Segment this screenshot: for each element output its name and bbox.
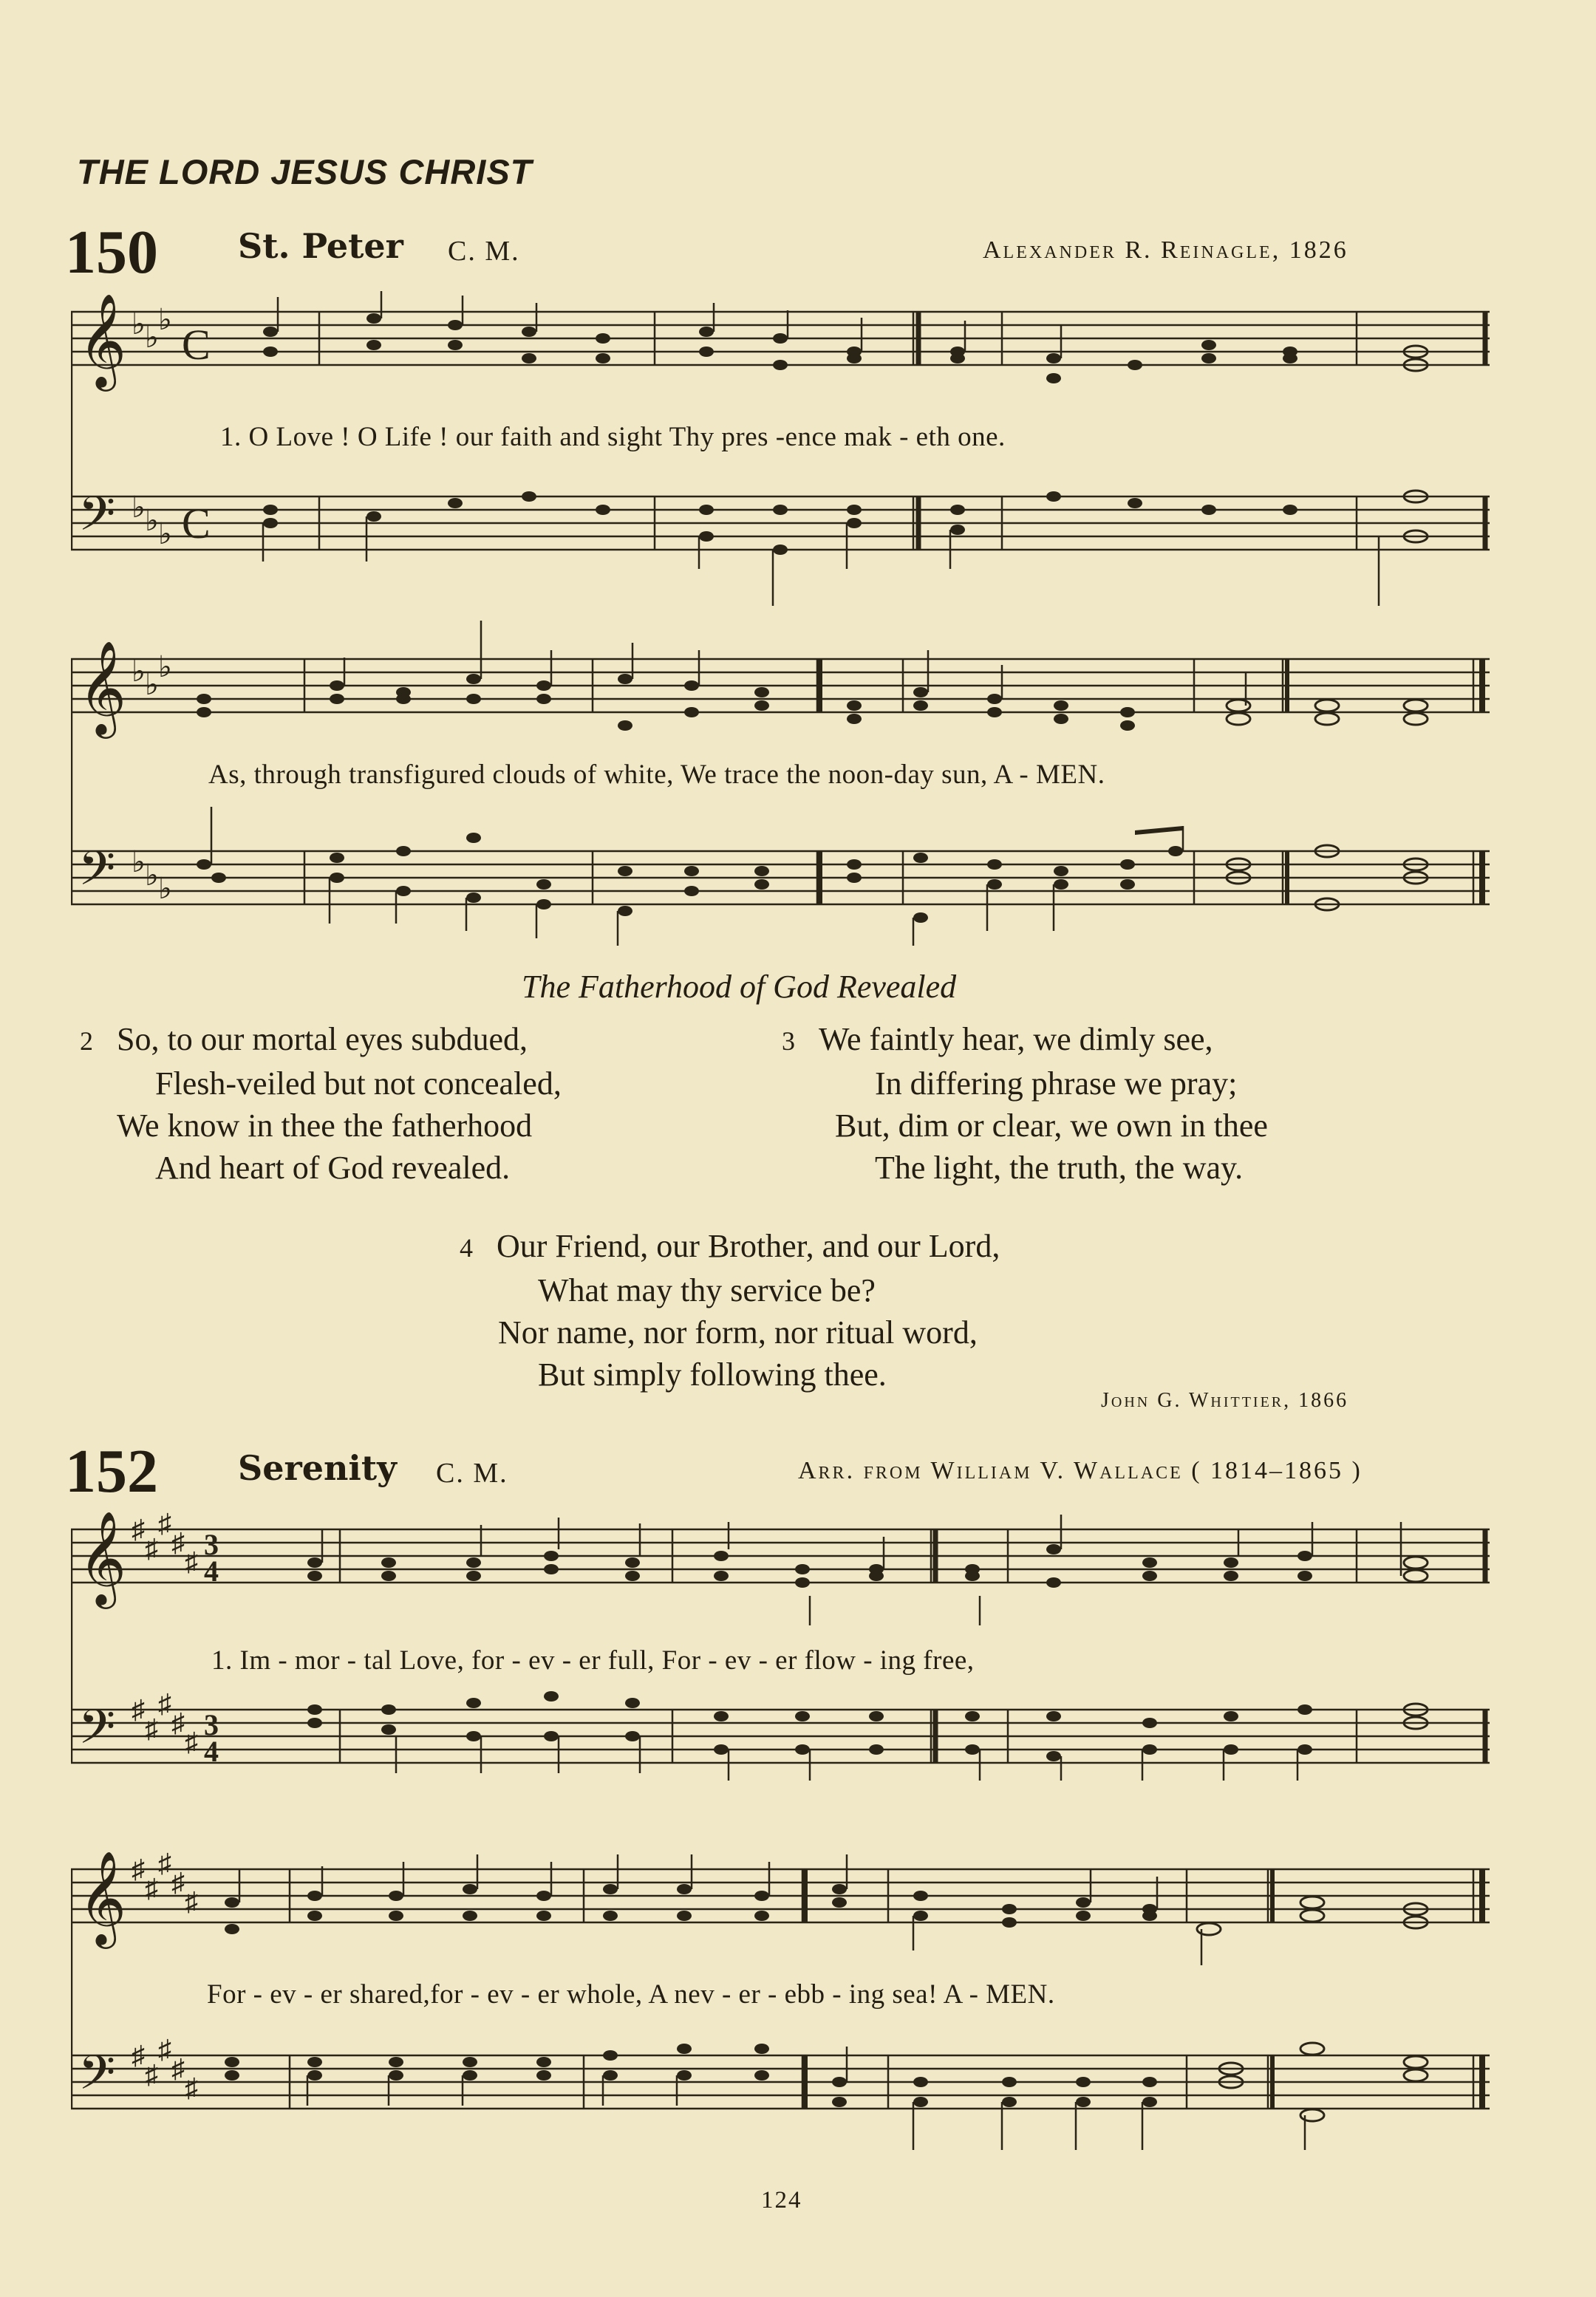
svg-text:♯: ♯	[158, 2035, 171, 2064]
stanza-number: 4	[460, 1233, 473, 1263]
svg-text:4: 4	[204, 1735, 219, 1768]
svg-text:𝄢: 𝄢	[78, 487, 116, 553]
page-number: 124	[761, 2187, 802, 2214]
svg-text:𝄢: 𝄢	[78, 2046, 116, 2112]
hymn-number: 150	[65, 218, 158, 287]
stanza-3	[782, 1018, 1268, 1189]
svg-text:♯: ♯	[145, 1874, 158, 1903]
author-credit: John G. Whittier, 1866	[1101, 1389, 1349, 1412]
svg-text:𝄞: 𝄞	[78, 1850, 127, 1945]
svg-text:𝄞: 𝄞	[78, 640, 127, 734]
svg-text:♯: ♯	[171, 1868, 185, 1897]
lyrics-verse-1: 1. Im - mor - tal Love, for - ev - er full, For - ev - er flow - ing free,	[211, 1645, 975, 1676]
stanza-4	[460, 1225, 1000, 1396]
svg-text:♭: ♭	[132, 491, 146, 524]
svg-text:♭: ♭	[132, 845, 146, 878]
svg-text:3: 3	[204, 1708, 219, 1741]
svg-text:♯: ♯	[171, 2054, 185, 2083]
stanza-line: Nor name, nor form, nor ritual word,	[498, 1314, 978, 1351]
svg-text:♯: ♯	[171, 1528, 185, 1557]
svg-text:4: 4	[204, 1554, 219, 1588]
svg-text:C: C	[182, 499, 211, 547]
stanza-line: But simply following thee.	[538, 1356, 887, 1393]
svg-text:♭: ♭	[158, 303, 172, 336]
svg-text:♭: ♭	[145, 668, 159, 701]
stanza-line: We know in thee the fatherhood	[117, 1107, 533, 1144]
stanza-line: Flesh-veiled but not concealed,	[155, 1065, 562, 1102]
svg-text:♭: ♭	[132, 655, 146, 688]
tune-name: Serenity	[238, 1448, 397, 1488]
svg-text:♯: ♯	[158, 1509, 171, 1538]
stanza-line: In differing phrase we pray;	[875, 1065, 1238, 1102]
svg-text:♯: ♯	[158, 1849, 171, 1878]
composer-credit: Alexander R. Reinagle, 1826	[983, 236, 1348, 264]
stanza-line: We faintly hear, we dimly see,	[819, 1021, 1213, 1057]
hymn-number: 152	[65, 1437, 158, 1506]
svg-text:♭: ♭	[158, 650, 172, 683]
svg-text:♯: ♯	[185, 1727, 198, 1757]
stanza-number: 2	[80, 1026, 93, 1056]
section-title: THE LORD JESUS CHRIST	[77, 152, 533, 191]
svg-text:♯: ♯	[145, 1714, 158, 1744]
stanza-number: 3	[782, 1026, 795, 1056]
stanza-line: The light, the truth, the way.	[875, 1150, 1244, 1186]
stanza-line: And heart of God revealed.	[155, 1150, 511, 1186]
stanza-line: Our Friend, our Brother, and our Lord,	[497, 1228, 1000, 1264]
svg-text:𝄢: 𝄢	[78, 842, 116, 908]
stanza-2	[80, 1018, 562, 1189]
svg-text:♭: ♭	[145, 321, 159, 354]
svg-text:♭: ♭	[132, 307, 146, 341]
svg-text:♭: ♭	[145, 504, 159, 537]
stanza-line: What may thy service be?	[538, 1272, 876, 1308]
svg-text:𝄢: 𝄢	[78, 1700, 116, 1767]
music-system-150-2	[71, 621, 1504, 960]
svg-text:♯: ♯	[132, 1515, 145, 1544]
meter: C. M.	[448, 236, 520, 267]
svg-text:♯: ♯	[132, 1695, 145, 1724]
tune-name: St. Peter	[238, 226, 403, 266]
svg-text:♯: ♯	[171, 1708, 185, 1738]
svg-text:𝄞: 𝄞	[78, 293, 127, 387]
lyrics-verse-2: As, through transfigured clouds of white, We trace the noon-day sun, A - MEN.	[208, 760, 1105, 790]
stanza-line: So, to our mortal eyes subdued,	[117, 1021, 528, 1057]
svg-text:♭: ♭	[158, 872, 172, 905]
svg-text:C: C	[182, 321, 211, 369]
svg-text:𝄞: 𝄞	[78, 1510, 127, 1605]
svg-text:♯: ♯	[132, 1854, 145, 1884]
stanza-line: But, dim or clear, we own in thee	[835, 1107, 1268, 1144]
lyrics-verse-1: 1. O Love ! O Life ! our faith and sight Thy pres -ence mak - eth one.	[220, 422, 1006, 452]
svg-text:♯: ♯	[158, 1689, 171, 1719]
meter: C. M.	[436, 1458, 508, 1489]
lyrics-verse-2: For - ev - er shared,for - ev - er whole, A nev - er - ebb - ing sea! A - MEN.	[207, 1979, 1055, 2010]
composer-credit: Arr. from William V. Wallace ( 1814–1865 )	[798, 1457, 1363, 1484]
svg-text:♯: ♯	[145, 2060, 158, 2089]
svg-text:♯: ♯	[185, 1547, 198, 1577]
hymn-subtitle: The Fatherhood of God Revealed	[522, 969, 957, 1005]
svg-text:♯: ♯	[132, 2041, 145, 2070]
svg-text:♯: ♯	[185, 2073, 198, 2103]
svg-text:♭: ♭	[158, 517, 172, 550]
svg-text:3: 3	[204, 1528, 219, 1561]
svg-text:♯: ♯	[145, 1534, 158, 1563]
svg-text:♭: ♭	[145, 859, 159, 892]
svg-text:♯: ♯	[185, 1887, 198, 1917]
